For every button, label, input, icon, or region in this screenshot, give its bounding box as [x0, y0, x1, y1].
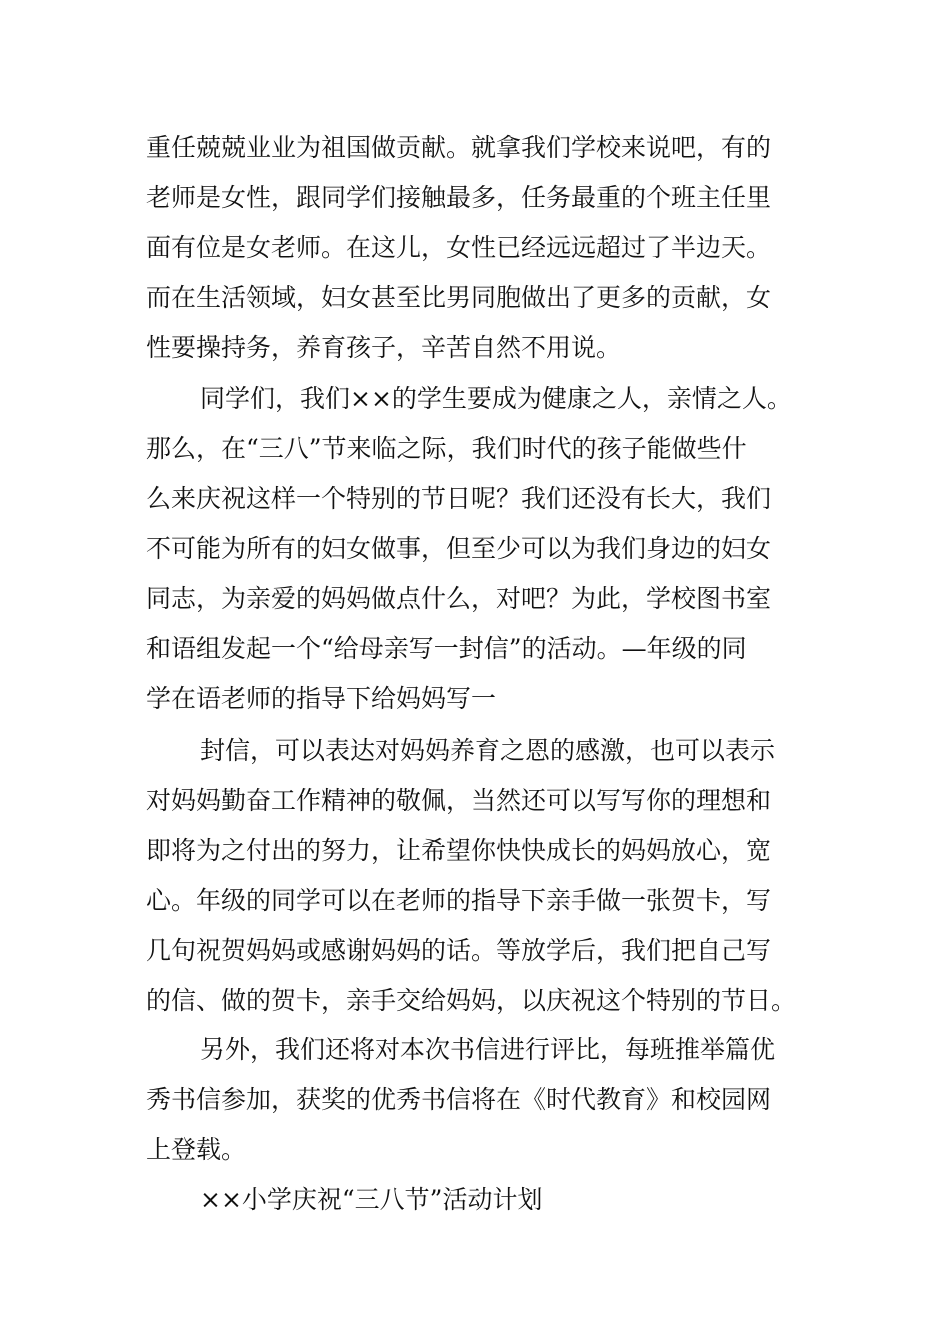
text-line: 几句祝贺妈妈或感谢妈妈的话。等放学后，我们把自己写 — [146, 936, 772, 965]
text-line: 而在生活领域，妇女甚至比男同胞做出了更多的贡献，女 — [146, 283, 772, 312]
text-line: 那么，在“三八”节来临之际，我们时代的孩子能做些什 — [146, 434, 747, 463]
paragraph-first-line: 另外，我们还将对本次书信进行评比，每班推举篇优 — [200, 1035, 776, 1064]
text-line: 面有位是女老师。在这儿，女性已经远远超过了半边天。 — [146, 233, 772, 262]
text-line: 重任兢兢业业为祖国做贡献。就拿我们学校来说吧，有的 — [146, 133, 772, 162]
text-line: 同志，为亲爱的妈妈做点什么，对吧？为此，学校图书室 — [146, 584, 772, 613]
text-line: 的信、做的贺卡，亲手交给妈妈，以庆祝这个特别的节日。 — [146, 986, 797, 1015]
document-heading: ××小学庆祝“三八节”活动计划 — [200, 1185, 543, 1214]
text-line: 心。年级的同学可以在老师的指导下亲手做一张贺卡，写 — [146, 886, 772, 915]
text-line: 即将为之付出的努力，让希望你快快成长的妈妈放心，宽 — [146, 836, 772, 865]
text-line: 不可能为所有的妇女做事，但至少可以为我们身边的妇女 — [146, 534, 772, 563]
text-line: 对妈妈勤奋工作精神的敬佩，当然还可以写写你的理想和 — [146, 786, 772, 815]
text-line: 和语组发起一个“给母亲写一封信”的活动。—年级的同 — [146, 634, 747, 663]
text-line: 老师是女性，跟同学们接触最多，任务最重的个班主任里 — [146, 183, 772, 212]
text-line: 上登载。 — [146, 1135, 247, 1164]
paragraph-first-line: 同学们，我们××的学生要成为健康之人，亲情之人。 — [200, 384, 792, 413]
text-line: 么来庆祝这样一个特别的节日呢？我们还没有长大，我们 — [146, 484, 772, 513]
text-line: 秀书信参加，获奖的优秀书信将在《时代教育》和校园网 — [146, 1085, 772, 1114]
paragraph-first-line: 封信，可以表达对妈妈养育之恩的感激，也可以表示 — [200, 736, 776, 765]
text-line: 性要操持务，养育孩子，辛苦自然不用说。 — [146, 333, 622, 362]
text-line: 学在语老师的指导下给妈妈写一 — [146, 684, 497, 713]
